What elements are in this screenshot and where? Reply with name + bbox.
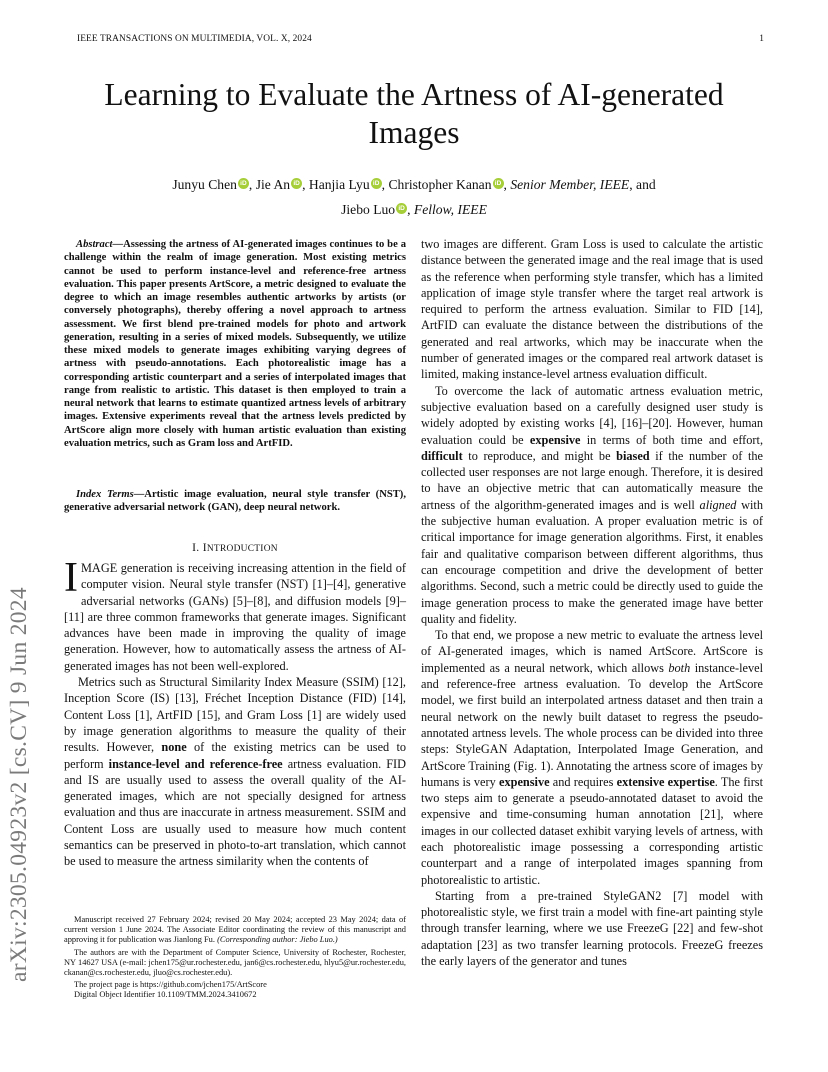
- orcid-icon[interactable]: iD: [238, 178, 249, 189]
- index-terms-text: —Artistic image evaluation, neural style transfer (NST), generative adversarial network (GAN), deep neural network.: [64, 489, 406, 514]
- intro-left-column: [64, 555, 407, 870]
- paragraph-text: to reproduce, and might be: [468, 448, 611, 463]
- emphasis: instance-level and reference-free: [108, 756, 283, 771]
- paragraph-text: of the existing metrics can be used to perform: [64, 740, 407, 771]
- author-name: Junyu Chen: [172, 177, 237, 192]
- arxiv-stamp: arXiv:2305.04923v2 [cs.CV] 9 Jun 2024: [6, 587, 32, 982]
- emphasis: expensive: [529, 432, 581, 447]
- paragraph-text: MAGE generation is receiving increasing attention in the field of computer vision. Neural style transfer (NST) [1]–[4], generative adversarial networks (GANs) [5]–[8], and diffusion models [9]–[11] are three common frameworks that generate images. Significant advances have been made in improving the quality of image generation. However, how to automatically assess the artness of AI-generated images has not been well-explored.: [64, 561, 406, 673]
- emphasis: expensive: [499, 774, 550, 789]
- index-terms-label: Index Terms: [76, 489, 134, 500]
- drop-cap: I: [64, 555, 78, 601]
- abstract-label: Abstract: [76, 239, 113, 250]
- paragraph-text: if the number of the collected user responses are not large enough. Therefore, it is desired to have an objective metric that can automatically measure the artness of the algorithm-generated images and is well: [421, 448, 764, 512]
- orcid-icon[interactable]: iD: [291, 178, 302, 189]
- page-number: 1: [759, 34, 764, 44]
- paragraph-text: artness evaluation. FID and IS are usually used to assess the overall quality of the AI-generated images, which are not specially designed for artness evaluation and thus are inaccurate in artness measurement. SSIM and Content Loss are usually used to measure how much content semantics can be preserved in photo-to-art translation, which cannot be used to measure the artness similarity when the contents of: [64, 756, 407, 869]
- abstract-text: —Assessing the artness of AI-generated images continues to be a challenge within the realm of image generation. Most existing metrics cannot be used to perform instance-level and reference-free artness evaluation. This paper presents ArtScore, a metric designed to evaluate the degree to which an image resembles authentic artworks by artists (or conversely photographs), thereby offering a novel approach to artness assessment. We first blend pre-trained models for photo and artwork generation, resulting in a series of mixed models. Subsequently, we utilize these mixed models to generate images exhibiting varying degrees of artness with pseudo-annotations. Each photorealistic image has a corresponding artistic counterpart and a series of interpolated images that range from realistic to artistic. This dataset is then employed to train a neural network that learns to estimate quantized artness levels of arbitrary images. Extensive experiments reveal that the artness levels predicted by ArtScore align more closely with human artistic evaluation than existing evaluation metrics, such as Gram loss and ArtFID.: [64, 239, 406, 449]
- footnote: [64, 915, 406, 946]
- paragraph-text: To that end, we propose a new metric to evaluate the artness level of AI-generated images, which is named ArtScore. ArtScore is implemented as a neural network, which allows: [421, 628, 763, 675]
- footnote: The project page is https://github.com/jchen175/ArtScore: [74, 980, 267, 990]
- author-role: Senior Member, IEEE: [510, 177, 630, 192]
- abstract: [64, 238, 406, 450]
- footnotes: [64, 915, 406, 1001]
- intro-paragraph: [421, 383, 763, 627]
- paper-title: [60, 76, 768, 152]
- author-role: Fellow, IEEE: [413, 202, 487, 217]
- orcid-icon[interactable]: iD: [396, 203, 407, 214]
- paragraph-text: Metrics such as Structural Similarity Index Measure (SSIM) [12], Inception Score (IS) [13], Fréchet Inception Distance (FID) [14], Content Loss [1], ArtFID [15], and Gram Loss [1] are widely used by image generation algorithms to measure the quality of their results. However,: [64, 675, 406, 755]
- intro-paragraph: [421, 627, 763, 888]
- emphasis: aligned: [699, 497, 737, 512]
- and-word: and: [636, 177, 656, 192]
- author-name: Jiebo Luo: [341, 202, 396, 217]
- emphasis: both: [668, 660, 691, 675]
- title-line-1: Learning to Evaluate the Artness of AI-generated: [104, 77, 724, 112]
- paragraph-text: and requires: [552, 774, 614, 789]
- section-heading: [64, 541, 406, 554]
- intro-paragraph: [64, 674, 406, 870]
- intro-paragraph: [64, 555, 406, 674]
- emphasis: none: [161, 740, 187, 755]
- section-numeral: I.: [192, 541, 200, 554]
- footnote-text: Manuscript received 27 February 2024; revised 20 May 2024; accepted 23 May 2024; data of current version 1 June 2024. The Associate Editor coordinating the review of this manuscript and approving it for publication was Jianlong Fu.: [64, 915, 406, 945]
- intro-paragraph: two images are different. Gram Loss is used to calculate the artistic distance between the generated image and the real image that is used as the reference when performing style transfer, which has a limited application of image style transfer where the target real artwork is required to perform the artness evaluation. Similar to FID [14], ArtFID can evaluate the distance between the distributions of the generated and real artworks, which may be inaccurate when the number of generated images or the compared real artwork dataset is limited, making instance-level artness evaluation difficult.: [421, 237, 763, 382]
- author-name: Hanjia Lyu: [308, 177, 370, 192]
- paragraph-text: instance-level and reference-free artness evaluation. To develop the ArtScore model, we first build an interpolated artness dataset and then train a neural network on the newly built dataset to regress the pseudo-annotated artness levels. The whole process can be divided into three steps: StyleGAN Adaptation, Interpolated Image Generation, and ArtScore Training (Fig. 1). Annotating the artness score of images by humans is very: [421, 660, 764, 789]
- orcid-icon[interactable]: iD: [493, 178, 504, 189]
- title-line-2: Images: [368, 115, 460, 150]
- paragraph-text: in terms of both time and effort,: [586, 432, 764, 447]
- intro-paragraph: Starting from a pre-trained StyleGAN2 [7] model with photorealistic style, we first train a model with fine-art painting style through transfer learning, where we use FreezeG [22] and few-shot adaptation [23] as two transfer learning protocols. FreezeG freezes the early layers of the generator and tunes: [421, 888, 763, 969]
- author-name: Jie An: [255, 177, 291, 192]
- section-title-rest: NTRODUCTION: [206, 544, 278, 554]
- author-name: Christopher Kanan: [388, 177, 492, 192]
- section-title-first: I: [202, 541, 207, 554]
- footnote-italic: (Corresponding author: Jiebo Luo.): [217, 935, 338, 945]
- author-list: Junyu Chen iD , Jie An iD , Hanjia Lyu iD , Christopher Kanan iD , Senior Member, IEEE, and Jiebo Luo iD , Fellow, IEEE: [172, 177, 656, 217]
- index-terms: [64, 488, 406, 515]
- emphasis: extensive expertise: [616, 774, 715, 789]
- running-header: IEEE TRANSACTIONS ON MULTIMEDIA, VOL. X, 2024: [77, 34, 312, 44]
- paragraph-text: . The first two steps aim to generate a pseudo-annotated dataset to avoid the expensive and time-consuming human annotation [21], where images in our collected dataset exhibit varying levels of artness, with each photorealistic image possessing a corresponding artistic counterpart and a range of interpolated images spanning from photorealistic to artistic.: [421, 774, 764, 887]
- footnote: Digital Object Identifier 10.1109/TMM.2024.3410672: [74, 990, 257, 1000]
- footnote: The authors are with the Department of Computer Science, University of Rochester, Rochester, NY 14627 USA (e-mail: jchen175@ur.rochester.edu, jan6@cs.rochester.edu, hlyu5@ur.rochester.edu, ckanan@cs.rochester.edu, jluo@cs.rochester.edu).: [64, 947, 406, 978]
- paragraph-text: with the subjective human evaluation. A proper evaluation metric is of critical importance for image generation algorithms. First, it enables fair and qualitative comparison between different algorithms, thus can encourage competition and drive the development of better algorithms. Second, such a metric could be directly used to guide the image generation process to make the generated image have better quality and fidelity.: [421, 497, 763, 626]
- orcid-icon[interactable]: iD: [371, 178, 382, 189]
- paragraph-text: To overcome the lack of automatic artness evaluation metric, subjective evaluation based on a carefully designed user study is widely adopted by existing works [4], [16]–[20]. However, human evaluation could be: [421, 383, 763, 447]
- emphasis: difficult: [421, 448, 463, 463]
- intro-right-column: [421, 236, 763, 969]
- emphasis: biased: [616, 448, 650, 463]
